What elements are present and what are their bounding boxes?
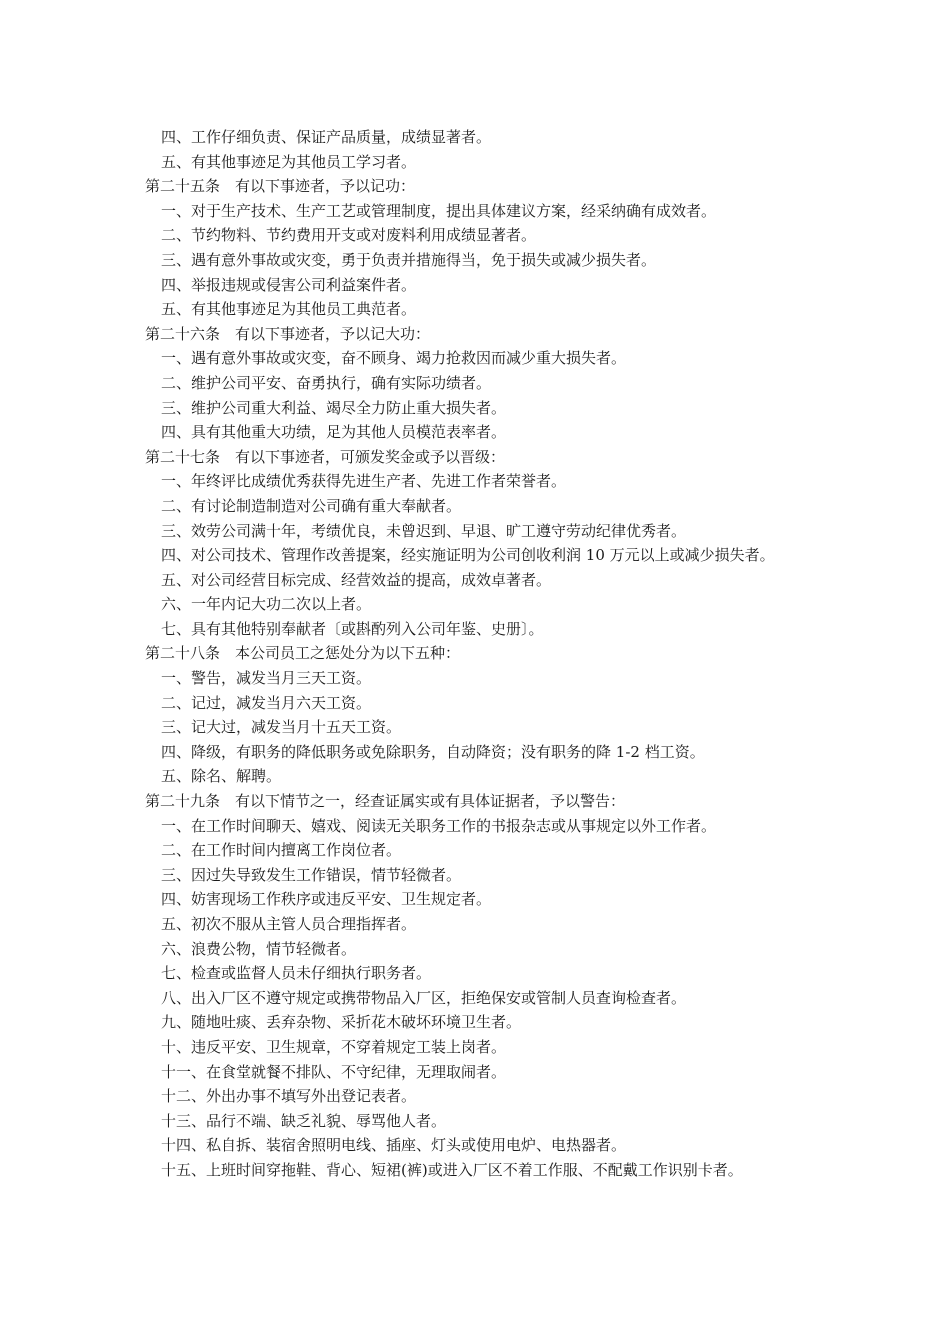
clause-item: 五、有其他事迹足为其他员工学习者。 xyxy=(161,152,417,171)
clause-item: 十、违反平安、卫生规章，不穿着规定工装上岗者。 xyxy=(161,1037,507,1056)
clause-item: 十三、品行不端、缺乏礼貌、辱骂他人者。 xyxy=(161,1111,447,1130)
clause-item: 十五、上班时间穿拖鞋、背心、短裙(裤)或进入厂区不着工作服、不配戴工作识别卡者。 xyxy=(161,1160,743,1179)
clause-item: 一、对于生产技术、生产工艺或管理制度，提出具体建议方案，经采纳确有成效者。 xyxy=(161,201,717,220)
clause-item: 二、在工作时间内擅离工作岗位者。 xyxy=(161,841,402,860)
clause-item: 三、记大过，减发当月十五天工资。 xyxy=(161,718,402,737)
clause-item: 十一、在食堂就餐不排队、不守纪律，无理取闹者。 xyxy=(161,1062,507,1081)
clause-item: 九、随地吐痰、丢弃杂物、采折花木破坏环境卫生者。 xyxy=(161,1013,522,1032)
clause-item: 四、举报违规或侵害公司利益案件者。 xyxy=(161,275,417,294)
article-heading: 第二十七条 有以下事迹者，可颁发奖金或予以晋级： xyxy=(145,447,506,466)
article-heading: 第二十九条 有以下情节之一，经查证属实或有具体证据者，予以警告： xyxy=(145,792,626,811)
clause-item: 五、有其他事迹足为其他员工典范者。 xyxy=(161,300,417,319)
clause-item: 一、在工作时间聊天、嬉戏、阅读无关职务工作的书报杂志或从事规定以外工作者。 xyxy=(161,816,717,835)
clause-item: 二、维护公司平安、奋勇执行，确有实际功绩者。 xyxy=(161,373,492,392)
clause-item: 五、除名、解聘。 xyxy=(161,767,282,786)
clause-item: 三、效劳公司满十年，考绩优良，未曾迟到、早退、旷工遵守劳动纪律优秀者。 xyxy=(161,521,687,540)
clause-item: 七、具有其他特别奉献者〔或斟酌列入公司年鉴、史册〕。 xyxy=(161,619,544,638)
clause-item: 七、检查或监督人员未仔细执行职务者。 xyxy=(161,964,432,983)
clause-item: 三、维护公司重大利益、竭尽全力防止重大损失者。 xyxy=(161,398,507,417)
clause-item: 二、有讨论制造制造对公司确有重大奉献者。 xyxy=(161,496,462,515)
article-heading: 第二十六条 有以下事迹者，予以记大功： xyxy=(145,324,431,343)
clause-item: 一、遇有意外事故或灾变，奋不顾身、竭力抢救因而减少重大损失者。 xyxy=(161,349,627,368)
article-heading: 第二十八条 本公司员工之惩处分为以下五种： xyxy=(145,644,461,663)
clause-item: 五、初次不服从主管人员合理指挥者。 xyxy=(161,915,417,933)
document-page xyxy=(145,125,815,1183)
clause-item: 八、出入厂区不遵守规定或携带物品入厂区，拒绝保安或管制人员查询检查者。 xyxy=(161,988,687,1007)
clause-item: 二、记过，减发当月六天工资。 xyxy=(161,693,372,712)
clause-item: 三、遇有意外事故或灾变，勇于负责并措施得当，免于损失或减少损失者。 xyxy=(161,250,657,269)
clause-item: 四、具有其他重大功绩，足为其他人员模范表率者。 xyxy=(161,423,507,442)
clause-item: 三、因过失导致发生工作错误，情节轻微者。 xyxy=(161,865,462,884)
clause-item: 一、年终评比成绩优秀获得先进生产者、先进工作者荣誉者。 xyxy=(161,472,567,491)
clause-item: 四、降级，有职务的降低职务或免除职务，自动降资；没有职务的降 1-2 档工资。 xyxy=(161,742,705,761)
clause-item: 四、妨害现场工作秩序或违反平安、卫生规定者。 xyxy=(161,890,492,909)
clause-item: 十二、外出办事不填写外出登记表者。 xyxy=(161,1087,417,1106)
article-heading: 第二十五条 有以下事迹者，予以记功： xyxy=(145,177,416,196)
clause-item: 十四、私自拆、装宿舍照明电线、插座、灯头或使用电炉、电热器者。 xyxy=(161,1136,627,1155)
clause-item: 四、对公司技术、管理作改善提案，经实施证明为公司创收利润 10 万元以上或减少损失者。 xyxy=(161,546,775,565)
clause-item: 一、警告，减发当月三天工资。 xyxy=(161,669,372,688)
clause-item: 五、对公司经营目标完成、经营效益的提高，成效卓著者。 xyxy=(161,570,552,589)
clause-item: 六、浪费公物，情节轻微者。 xyxy=(161,939,357,958)
clause-item: 二、节约物料、节约费用开支或对废料利用成绩显著者。 xyxy=(161,226,537,245)
clause-item: 四、工作仔细负责、保证产品质量，成绩显著者。 xyxy=(161,128,492,146)
clause-item: 六、一年内记大功二次以上者。 xyxy=(161,595,372,614)
